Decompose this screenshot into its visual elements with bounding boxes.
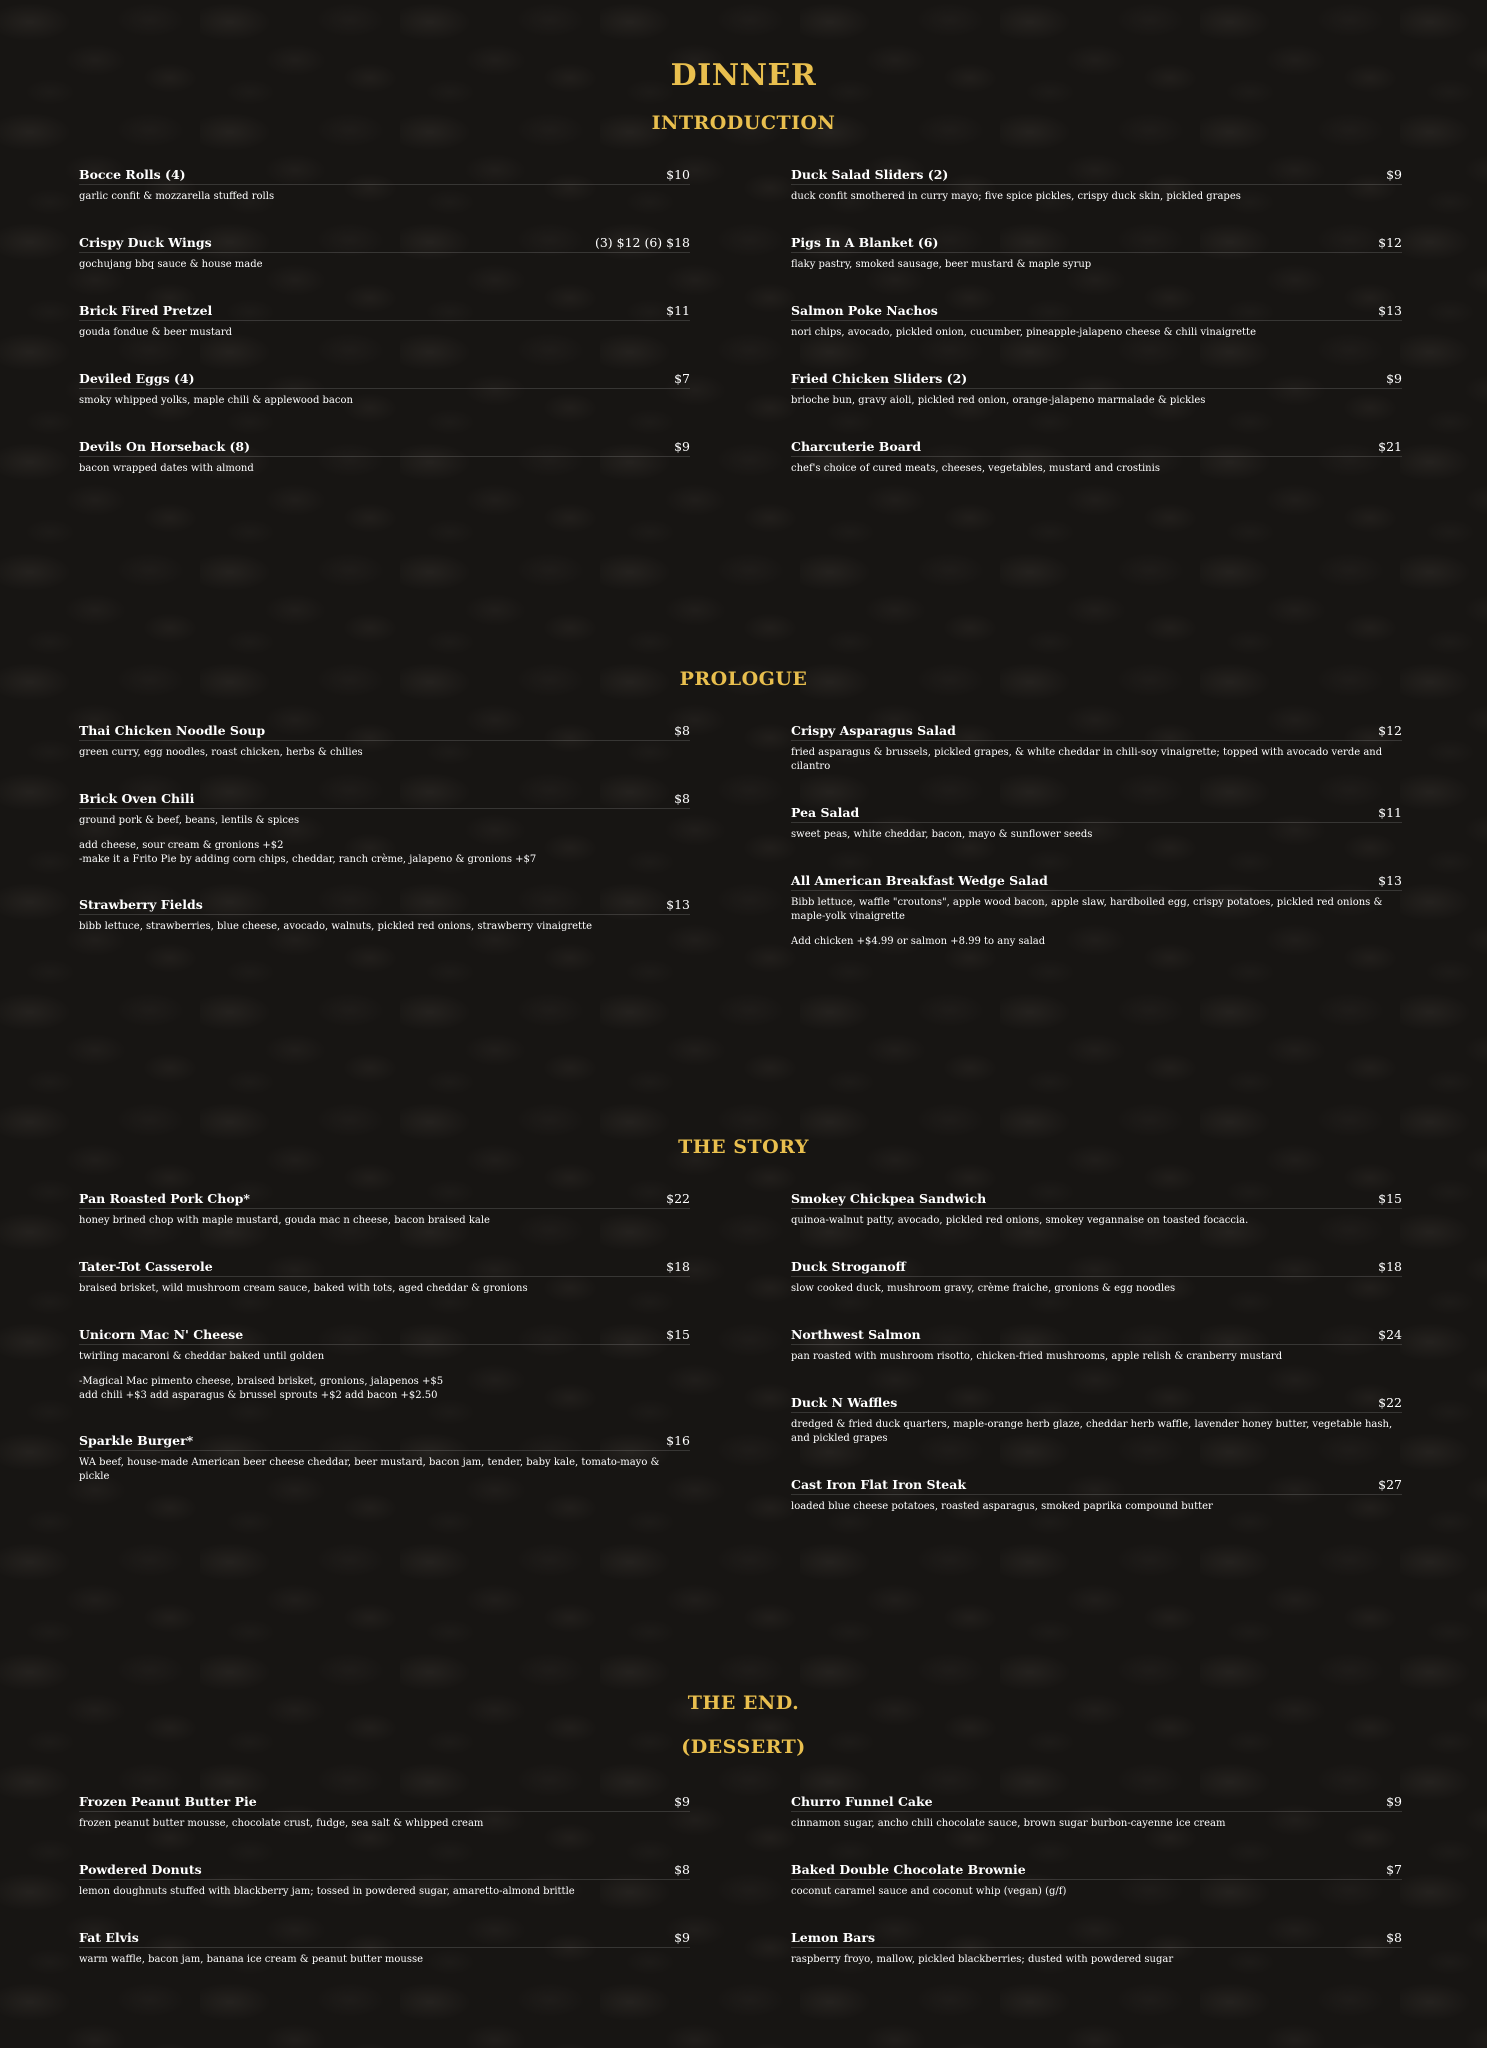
menu-item-name: Sparkle Burger*	[79, 1433, 194, 1448]
section-title-line: (DESSERT)	[681, 1736, 806, 1758]
menu-item-name: Powdered Donuts	[79, 1862, 202, 1877]
menu-item-name: Fried Chicken Sliders (2)	[791, 371, 968, 386]
menu-item-header	[79, 1259, 690, 1277]
menu-item-header	[791, 1862, 1402, 1880]
menu-item-price: $9	[674, 1930, 690, 1945]
menu-item-price: $13	[1378, 303, 1402, 318]
menu-item-name: Cast Iron Flat Iron Steak	[791, 1477, 966, 1492]
menu-item-price: $18	[666, 1259, 690, 1274]
menu-item	[791, 1477, 1402, 1514]
menu-item-description: pan roasted with mushroom risotto, chicken-fried mushrooms, apple relish & cranberry mustard	[791, 1351, 1283, 1362]
menu-item-description: loaded blue cheese potatoes, roasted asparagus, smoked paprika compound butter	[791, 1501, 1213, 1512]
menu-item-price: $24	[1378, 1327, 1402, 1342]
menu-item-price: $13	[1378, 873, 1402, 888]
menu-item-name: Duck N Waffles	[791, 1395, 898, 1410]
section-title	[0, 1692, 1487, 1758]
menu-item-price: $9	[1386, 371, 1402, 386]
menu-item-name: Strawberry Fields	[79, 897, 203, 912]
menu-item-price: $8	[1386, 1930, 1402, 1945]
menu-item-note: -Magical Mac pimento cheese, braised brisket, gronions, jalapenos +$5 add chili +$3 add asparagus & brussel sprouts +$2 add bacon +$2.50	[79, 1376, 444, 1401]
menu-column-right	[791, 1191, 1402, 1545]
menu-item-description: dredged & fried duck quarters, maple-orange herb glaze, cheddar herb waffle, lavender honey butter, vegetable hash, and pickled grapes	[791, 1419, 1393, 1444]
menu-item-description: frozen peanut butter mousse, chocolate crust, fudge, sea salt & whipped cream	[79, 1818, 484, 1829]
menu-item-description: green curry, egg noodles, roast chicken, herbs & chilies	[79, 747, 363, 758]
menu-item-header	[791, 873, 1402, 891]
menu-item-header	[79, 1433, 690, 1451]
menu-item-header	[791, 1395, 1402, 1413]
menu-item-description: cinnamon sugar, ancho chili chocolate sauce, brown sugar burbon-cayenne ice cream	[791, 1818, 1226, 1829]
menu-item-price: $27	[1378, 1477, 1402, 1492]
menu-item-price: $15	[666, 1327, 690, 1342]
menu-item-name: Crispy Asparagus Salad	[791, 723, 956, 738]
menu-item	[79, 897, 690, 934]
menu-item	[79, 439, 690, 476]
menu-item-header	[791, 1327, 1402, 1345]
menu-item	[791, 805, 1402, 842]
section-title	[0, 668, 1487, 690]
menu-item-price: (3) $12 (6) $18	[594, 235, 690, 250]
menu-item-header	[791, 167, 1402, 185]
section-title-line: INTRODUCTION	[651, 112, 836, 134]
menu-item	[791, 167, 1402, 204]
menu-item-price: $22	[1378, 1395, 1402, 1410]
menu-item-price: $13	[666, 897, 690, 912]
menu-item-header	[79, 1930, 690, 1948]
menu-item	[791, 723, 1402, 774]
menu-item-price: $7	[1386, 1862, 1402, 1877]
menu-item	[791, 371, 1402, 408]
menu-item-header	[79, 439, 690, 457]
menu-item-description: fried asparagus & brussels, pickled grapes, & white cheddar in chili-soy vinaigrette; topped with avocado verde and cilantro	[791, 747, 1383, 772]
menu-item-header	[791, 439, 1402, 457]
menu-item-price: $9	[1386, 167, 1402, 182]
menu-item-price: $11	[1378, 805, 1402, 820]
menu-item-description: WA beef, house-made American beer cheese cheddar, beer mustard, bacon jam, tender, baby kale, tomato-mayo & pickle	[79, 1457, 660, 1482]
menu-column-left	[79, 167, 690, 507]
menu-item	[79, 1930, 690, 1967]
menu-item-description: warm waffle, bacon jam, banana ice cream & peanut butter mousse	[79, 1954, 424, 1965]
menu-item	[791, 235, 1402, 272]
menu-item	[79, 1259, 690, 1296]
menu-item-name: Northwest Salmon	[791, 1327, 921, 1342]
menu-item-price: $22	[666, 1191, 690, 1206]
menu-item-header	[79, 723, 690, 741]
section-title-line: PROLOGUE	[679, 668, 808, 690]
menu-item-description: duck confit smothered in curry mayo; five spice pickles, crispy duck skin, pickled grapes	[791, 191, 1241, 202]
menu-item-header	[791, 1930, 1402, 1948]
menu-item	[79, 1327, 690, 1402]
menu-item-name: Frozen Peanut Butter Pie	[79, 1794, 257, 1809]
menu-item-header	[79, 167, 690, 185]
menu-item-name: Charcuterie Board	[791, 439, 922, 454]
menu-item	[791, 873, 1402, 949]
menu-item-price: $12	[1378, 723, 1402, 738]
menu-item-description: quinoa-walnut patty, avocado, pickled red onions, smokey vegannaise on toasted focaccia.	[791, 1215, 1249, 1226]
menu-item-description: twirling macaroni & cheddar baked until golden	[79, 1351, 325, 1362]
menu-item-price: $7	[674, 371, 690, 386]
menu-item-description: chef's choice of cured meats, cheeses, vegetables, mustard and crostinis	[791, 463, 1160, 474]
menu-column-right	[791, 1794, 1402, 1998]
menu-item-description: honey brined chop with maple mustard, gouda mac n cheese, bacon braised kale	[79, 1215, 490, 1226]
section-title-line: THE STORY	[678, 1136, 809, 1158]
menu-item-name: Thai Chicken Noodle Soup	[79, 723, 266, 738]
menu-item-price: $16	[666, 1433, 690, 1448]
menu-item-header	[79, 1794, 690, 1812]
menu-item-name: Bocce Rolls (4)	[79, 167, 186, 182]
menu-item-price: $12	[1378, 235, 1402, 250]
menu-item	[79, 371, 690, 408]
menu-item	[79, 303, 690, 340]
menu-item-name: Pea Salad	[791, 805, 860, 820]
menu-item-header	[791, 1191, 1402, 1209]
menu-item-name: Pigs In A Blanket (6)	[791, 235, 939, 250]
menu-item-description: gochujang bbq sauce & house made	[79, 259, 263, 270]
section-title	[0, 1136, 1487, 1158]
menu-item-description: coconut caramel sauce and coconut whip (vegan) (g/f)	[791, 1886, 1067, 1897]
menu-item-header	[791, 723, 1402, 741]
menu-item-header	[791, 1259, 1402, 1277]
menu-column-right	[791, 167, 1402, 507]
menu-item-header	[791, 235, 1402, 253]
menu-item-description: braised brisket, wild mushroom cream sauce, baked with tots, aged cheddar & gronions	[79, 1283, 528, 1294]
menu-item	[79, 1433, 690, 1484]
menu-item-name: Salmon Poke Nachos	[791, 303, 938, 318]
menu-item	[79, 1794, 690, 1831]
menu-item-price: $9	[674, 1794, 690, 1809]
menu-item-header	[79, 897, 690, 915]
menu-item-description: nori chips, avocado, pickled onion, cucumber, pineapple-jalapeno cheese & chili vinaigrette	[791, 327, 1256, 338]
menu-item-price: $15	[1378, 1191, 1402, 1206]
menu-item-header	[791, 371, 1402, 389]
menu-item-name: Unicorn Mac N' Cheese	[79, 1327, 244, 1342]
menu-item-header	[79, 1862, 690, 1880]
menu-column-right	[791, 723, 1402, 980]
menu-item-price: $8	[674, 1862, 690, 1877]
menu-item-description: bibb lettuce, strawberries, blue cheese, avocado, walnuts, pickled red onions, strawberry vinaigrette	[79, 921, 592, 932]
menu-item-name: Deviled Eggs (4)	[79, 371, 195, 386]
menu-item-description: slow cooked duck, mushroom gravy, crème fraiche, gronions & egg noodles	[791, 1283, 1176, 1294]
menu-item	[79, 235, 690, 272]
menu-item-name: Fat Elvis	[79, 1930, 139, 1945]
menu-item	[79, 791, 690, 866]
menu-item-description: garlic confit & mozzarella stuffed rolls	[79, 191, 275, 202]
menu-item-header	[79, 303, 690, 321]
menu-item-description: bacon wrapped dates with almond	[79, 463, 254, 474]
menu-item-description: brioche bun, gravy aioli, pickled red onion, orange-jalapeno marmalade & pickles	[791, 395, 1206, 406]
menu-item-price: $10	[666, 167, 690, 182]
menu-item	[791, 1862, 1402, 1899]
menu-item	[791, 1395, 1402, 1446]
menu-item	[79, 1862, 690, 1899]
menu-item-price: $21	[1378, 439, 1402, 454]
menu-item-name: Duck Salad Sliders (2)	[791, 167, 949, 182]
section-title	[0, 112, 1487, 134]
menu-item-name: Crispy Duck Wings	[79, 235, 212, 250]
menu-item-header	[79, 1327, 690, 1345]
menu-item	[791, 1327, 1402, 1364]
menu-item-name: Brick Fired Pretzel	[79, 303, 213, 318]
menu-item-description: Bibb lettuce, waffle "croutons", apple wood bacon, apple slaw, hardboiled egg, crispy potatoes, pickled red onions & maple-yolk vinaigrette	[791, 897, 1383, 922]
menu-item-header	[791, 1794, 1402, 1812]
menu-item-name: Smokey Chickpea Sandwich	[791, 1191, 987, 1206]
menu-item-header	[791, 805, 1402, 823]
menu-item	[791, 439, 1402, 476]
menu-item	[791, 1930, 1402, 1967]
menu-column-left	[79, 1794, 690, 1998]
menu-item-description: gouda fondue & beer mustard	[79, 327, 232, 338]
menu-item-price: $9	[674, 439, 690, 454]
menu-item-description: lemon doughnuts stuffed with blackberry jam; tossed in powdered sugar, amaretto-almond brittle	[79, 1886, 575, 1897]
menu-item-description: raspberry froyo, mallow, pickled blackberries; dusted with powdered sugar	[791, 1954, 1174, 1965]
menu-item	[791, 1191, 1402, 1228]
menu-item-note: add cheese, sour cream & gronions +$2 -make it a Frito Pie by adding corn chips, cheddar, ranch crème, jalapeno & gronions +$7	[79, 840, 537, 865]
menu-item-name: Devils On Horseback (8)	[79, 439, 250, 454]
menu-item-name: Duck Stroganoff	[791, 1259, 906, 1274]
menu-item-price: $8	[674, 791, 690, 806]
menu-item	[791, 1794, 1402, 1831]
menu-title: DINNER	[670, 58, 817, 93]
menu-item-price: $9	[1386, 1794, 1402, 1809]
menu-item-description: ground pork & beef, beans, lentils & spices	[79, 815, 300, 826]
menu-item-header	[79, 1191, 690, 1209]
menu-item-name: Lemon Bars	[791, 1930, 876, 1945]
menu-item	[791, 303, 1402, 340]
menu-column-left	[79, 723, 690, 965]
menu-item-price: $11	[666, 303, 690, 318]
menu-item	[791, 1259, 1402, 1296]
menu-column-left	[79, 1191, 690, 1515]
menu-item-note: Add chicken +$4.99 or salmon +8.99 to any salad	[791, 936, 1046, 947]
menu-item-header	[791, 303, 1402, 321]
menu-item-description: flaky pastry, smoked sausage, beer mustard & maple syrup	[791, 259, 1092, 270]
menu-item-description: sweet peas, white cheddar, bacon, mayo & sunflower seeds	[791, 829, 1093, 840]
menu-item-header	[791, 1477, 1402, 1495]
menu-item	[79, 167, 690, 204]
menu-item-header	[79, 371, 690, 389]
menu-item-description: smoky whipped yolks, maple chili & applewood bacon	[79, 395, 353, 406]
section-title-line: THE END.	[687, 1692, 800, 1714]
menu-item	[79, 1191, 690, 1228]
menu-item-name: All American Breakfast Wedge Salad	[791, 873, 1048, 888]
menu-item-name: Churro Funnel Cake	[791, 1794, 933, 1809]
menu-item-price: $18	[1378, 1259, 1402, 1274]
menu-item	[79, 723, 690, 760]
menu-item-name: Tater-Tot Casserole	[79, 1259, 213, 1274]
menu-item-price: $8	[674, 723, 690, 738]
menu-item-name: Baked Double Chocolate Brownie	[791, 1862, 1026, 1877]
menu-item-name: Pan Roasted Pork Chop*	[79, 1191, 250, 1206]
menu-item-header	[79, 235, 690, 253]
menu-item-name: Brick Oven Chili	[79, 791, 195, 806]
menu-item-header	[79, 791, 690, 809]
